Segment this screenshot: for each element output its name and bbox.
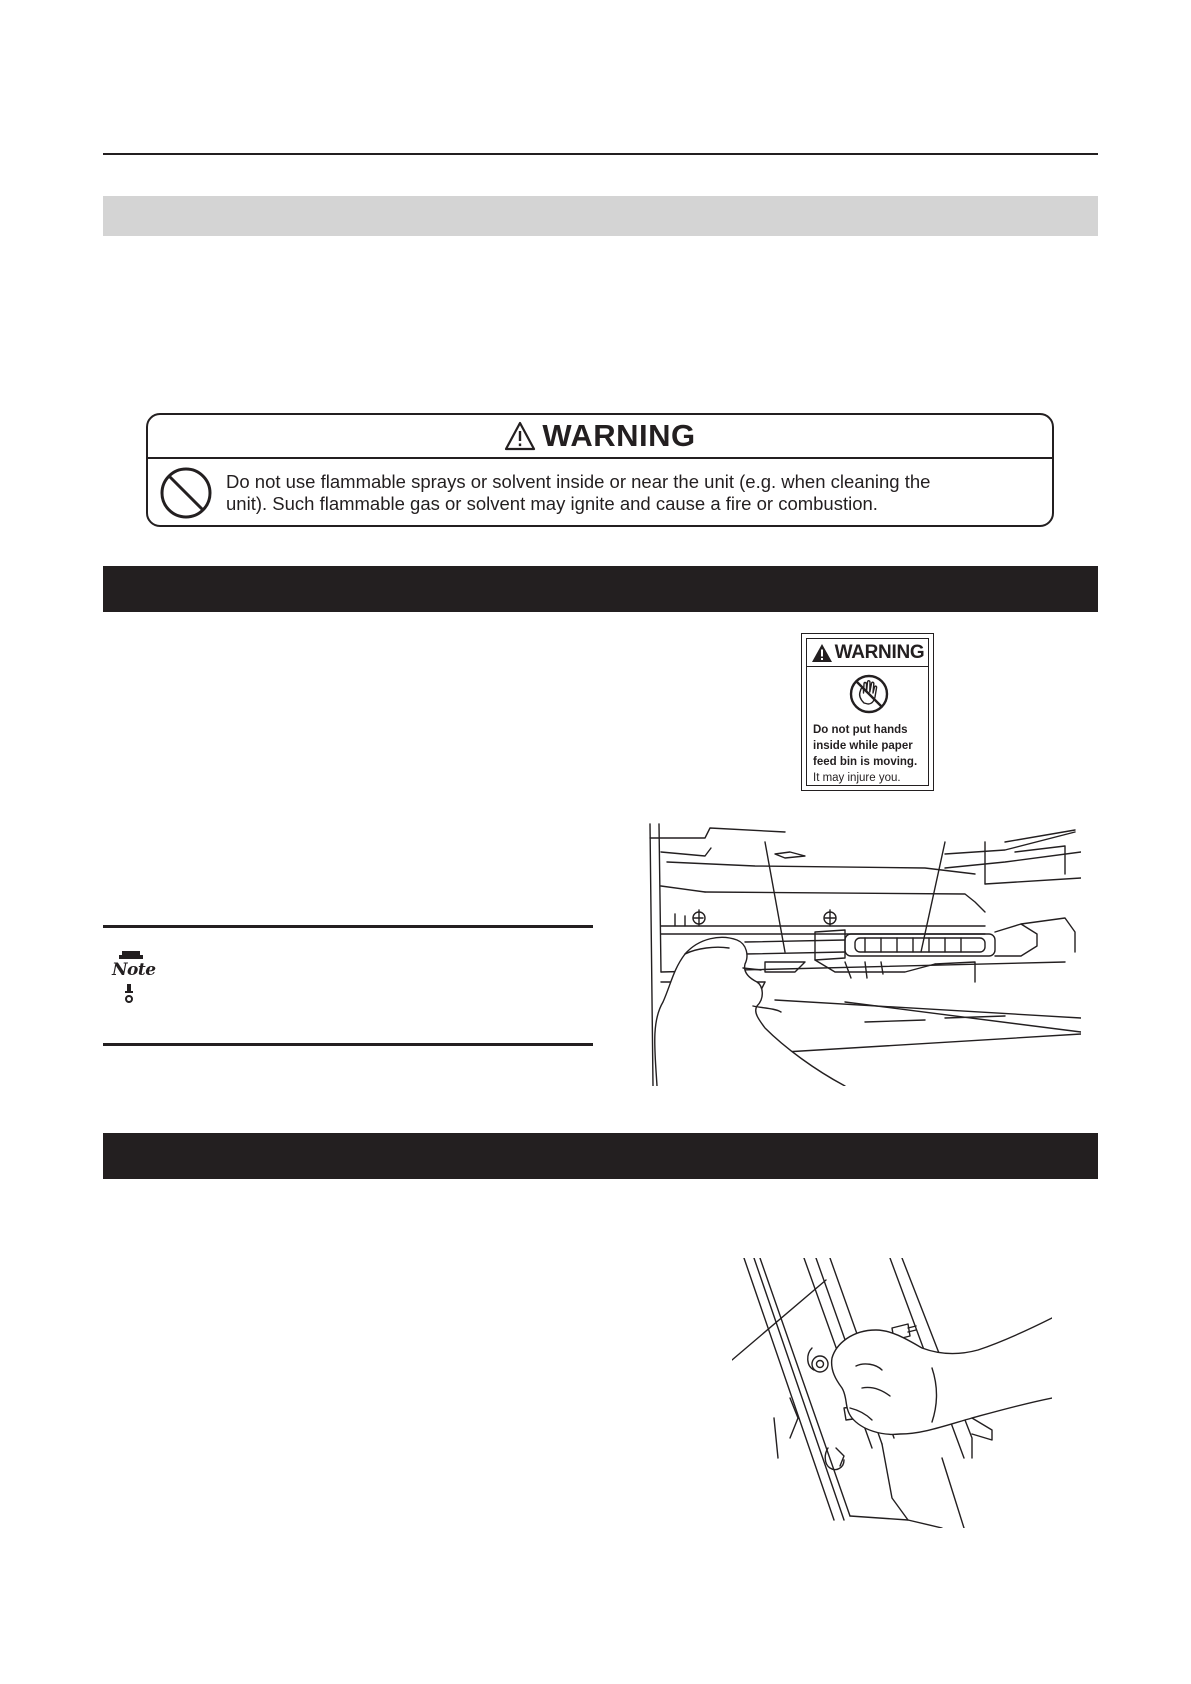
section-title-band (103, 196, 1098, 236)
note-bottom-rule (103, 1043, 593, 1046)
note-top-rule (103, 925, 593, 928)
section-band-1 (103, 566, 1098, 612)
warning-label-title: WARNING (834, 641, 925, 663)
warning-label-line1: Do not put hands (813, 724, 908, 736)
warning-triangle-icon (811, 643, 833, 663)
warning-label-text (813, 722, 931, 786)
section-band-2 (103, 1133, 1098, 1179)
warning-label-line2: inside while paper (813, 740, 913, 752)
no-hands-icon (848, 673, 890, 715)
warning-triangle-icon (504, 421, 536, 451)
warning-header (148, 415, 1052, 459)
cleaning-illustration (732, 1258, 1052, 1528)
note-icon (110, 950, 156, 1010)
warning-label (801, 633, 934, 791)
warning-label-header (807, 639, 928, 667)
note-icon-label: Note (112, 960, 156, 980)
roller-illustration (645, 822, 1081, 1086)
warning-label-inner (806, 638, 929, 786)
note-icon-graphic (110, 950, 156, 1010)
header-rule (103, 153, 1098, 155)
warning-text-line2: unit). Such flammable gas or solvent may ignite and cause a fire or combustion. (226, 493, 878, 514)
warning-box (146, 413, 1054, 527)
warning-label-line3: feed bin is moving. (813, 756, 918, 768)
warning-text-line1: Do not use flammable sprays or solvent inside or near the unit (e.g. when cleaning the (226, 471, 931, 492)
warning-text (226, 471, 1026, 515)
warning-label-line4: It may injure you. (813, 772, 901, 784)
warning-title: WARNING (542, 418, 696, 453)
prohibition-circle-icon (158, 465, 214, 521)
